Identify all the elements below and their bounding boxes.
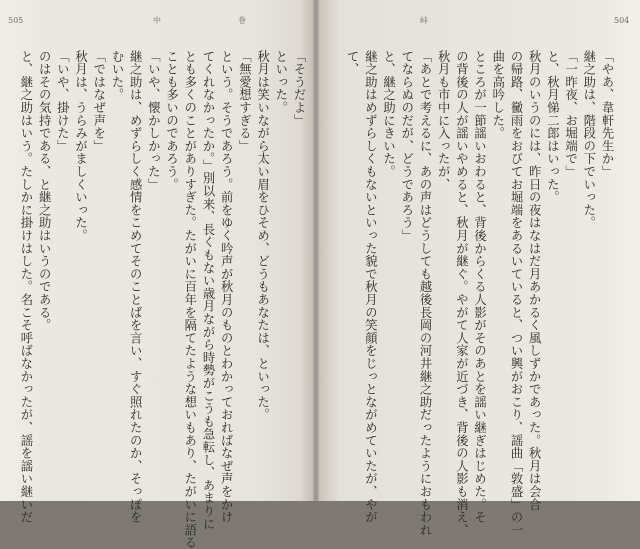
book-gutter xyxy=(313,0,319,501)
text-line: むいた。 xyxy=(109,50,124,102)
text-line: 秋月のいうのには、昨日の夜はなはだ月あかるく風しずかであった。秋月は会合 xyxy=(527,50,542,511)
text-line: 「あとで考えるに、あの声はどうしても越後長岡の河井継之助だったようにおもわれ xyxy=(417,50,432,537)
text-line: 「ではなぜ声を」 xyxy=(91,50,106,153)
text-line: 「いや、懐かしかった」 xyxy=(146,50,161,191)
text-line: 秋月も市中に入ったが、 xyxy=(436,50,451,191)
text-line: 「やあ、韋軒先生か」 xyxy=(600,50,614,178)
text-line: 秋月は、うらみがましくいった。 xyxy=(73,50,88,242)
text-line: 継之助は、めずらしく感情をこめてそのことばを言い、すぐ照れたのか、そっぽを xyxy=(128,50,143,524)
text-line: という。そうであろう。前をゆく吟声が秋月のものとわかっておればなぜ声をかけ xyxy=(219,50,234,524)
text-line: 継之助はめずらしくもないといった貌で秋月の笑顔をじっとながめていたが、やが xyxy=(363,50,378,524)
text-line: と、秋月悌二郎はいった。 xyxy=(545,50,560,204)
text-line: 秋月は笑いながら太い眉をひそめ、どうもあなたは、といった。 xyxy=(255,50,270,422)
left-running-head-1: 中 xyxy=(153,16,161,25)
text-line: のはその気持である、と継之助はいうのである。 xyxy=(37,50,52,332)
left-page-text xyxy=(18,50,308,549)
text-line: てくれなかったか。」別以来、長くもない歳月ながら時勢がこうも急転し、あまりに xyxy=(200,50,215,531)
text-line: とも多くのことがありすぎた。たがいに百年を隔てたような想いもあり、たがいに語る xyxy=(182,50,197,549)
left-running-head-2: 巻 xyxy=(238,16,246,25)
text-line: て、 xyxy=(345,50,360,76)
text-line: 「いや、掛けた」 xyxy=(55,50,70,153)
text-line: ところが一節謡いおわると、背後からくる人影がそのあとを謡い継ぎはじめた。そ xyxy=(472,50,487,524)
right-page-number: 504 xyxy=(614,16,630,25)
text-line: 「そうだよ」 xyxy=(292,50,306,127)
right-page-text xyxy=(330,50,616,537)
text-line: 曲を高吟した。 xyxy=(490,50,505,140)
text-line: 継之助は、階段の下でいった。 xyxy=(581,50,596,230)
text-line: ことも多いのであろう。 xyxy=(164,50,179,191)
text-line: といった。 xyxy=(273,50,288,114)
left-page-number: 505 xyxy=(8,16,24,25)
text-line: と、継之助にきいた。 xyxy=(381,50,396,178)
text-line: と、継之助はいう。たしかに掛けはした。名こそ呼ばなかったが、謡を謡い継いだ xyxy=(18,50,33,524)
text-line: てならぬのだが、どうであろう」 xyxy=(399,50,414,242)
right-running-head: 峠 xyxy=(420,16,428,25)
text-line: の帰路、黴雨をおびてお堀端をあるいていると、つい興がおこり、謡曲「敦盛」の一 xyxy=(508,50,523,537)
text-line: 「一昨夜、お堀端で」 xyxy=(563,50,578,178)
text-line: 「無愛想すぎる」 xyxy=(237,50,252,153)
text-line: の背後の人が謡いやめると、秋月が継ぐ。やがて人家が近づき、背後の人影も消え、 xyxy=(454,50,469,537)
